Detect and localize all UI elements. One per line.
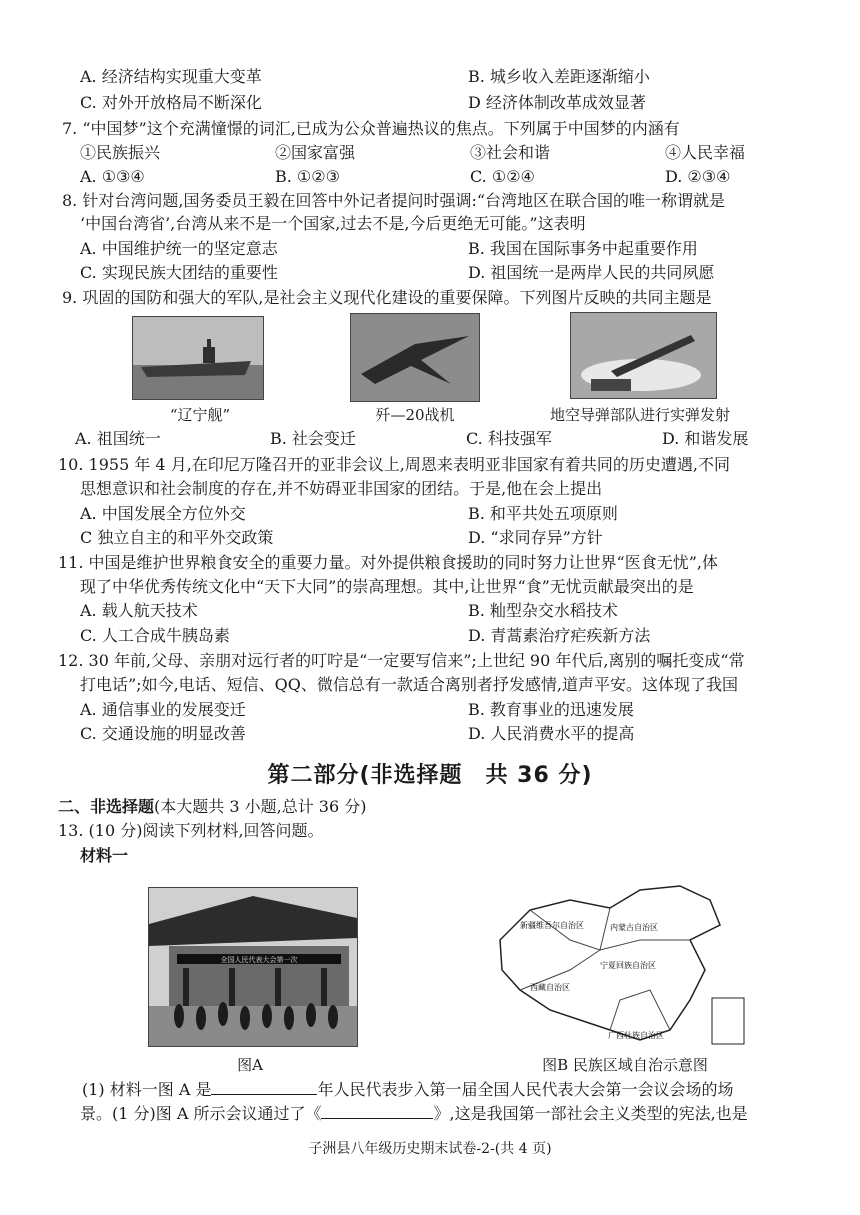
- q6-option-a: A. 经济结构实现重大变革: [80, 67, 262, 86]
- q10-stem-line-2: 思想意识和社会制度的存在,并不妨碍亚非国家的团结。于是,他在会上提出: [80, 479, 603, 498]
- q11-option-c: C. 人工合成牛胰岛素: [80, 626, 230, 645]
- q6-option-b: B. 城乡收入差距逐渐缩小: [468, 67, 650, 86]
- material-one-label: 材料一: [80, 846, 129, 865]
- q9-option-d: D. 和谐发展: [662, 429, 749, 448]
- q8-option-c: C. 实现民族大团结的重要性: [80, 263, 278, 282]
- q8-stem-line-1: 8. 针对台湾问题,国务委员王毅在回答中外记者提问时强调:“台湾地区在联合国的唯一称谓就是: [62, 191, 726, 210]
- q12-option-d: D. 人民消费水平的提高: [468, 724, 635, 743]
- photo-caption-carrier: “辽宁舰”: [169, 406, 231, 424]
- q7-item-1: ①民族振兴: [80, 143, 161, 162]
- q13-sub1-text-a: (1) 材料一图 A 是: [82, 1080, 212, 1099]
- map-label-inner-mongolia: 内蒙古自治区: [610, 923, 658, 932]
- map-label-guangxi: 广西壮族自治区: [608, 1031, 664, 1040]
- q10-stem-line-1: 10. 1955 年 4 月,在印尼万隆召开的亚非会议上,周恩来表明亚非国家有着共同的历史遭遇,不同: [58, 455, 730, 474]
- q11-option-a: A. 载人航天技术: [80, 601, 198, 620]
- q13-sub1-blank-constitution[interactable]: [321, 1102, 433, 1119]
- q11-option-b: B. 籼型杂交水稻技术: [468, 601, 618, 620]
- q12-stem-line-1: 12. 30 年前,父母、亲朋对远行者的叮咛是“一定要写信来”;上世纪 90 年代后,离别的嘱托变成“常: [58, 651, 745, 670]
- q6-option-c: C. 对外开放格局不断深化: [80, 93, 262, 112]
- fighter-jet-photo: [350, 313, 480, 402]
- q7-item-3: ③社会和谐: [470, 143, 551, 162]
- photo-caption-missile: 地空导弹部队进行实弹发射: [549, 406, 730, 424]
- figure-a-caption: 图A: [237, 1056, 263, 1074]
- q8-stem-line-2: ‘中国台湾省’,台湾从来不是一个国家,过去不是,今后更绝无可能。”这表明: [80, 214, 586, 233]
- q9-option-a: A. 祖国统一: [75, 429, 161, 448]
- q7-option-a: A. ①③④: [80, 167, 145, 186]
- q13-sub1-text-c: 景。(1 分)图 A 所示会议通过了《: [80, 1104, 322, 1123]
- banner-text: 全国人民代表大会第一次: [220, 956, 298, 964]
- q7-item-4: ④人民幸福: [665, 143, 746, 162]
- q13-sub1-blank-year[interactable]: [211, 1078, 317, 1095]
- page-footer: 子洲县八年级历史期末试卷-2-(共 4 页): [308, 1141, 552, 1157]
- figure-a-photo: [148, 887, 358, 1047]
- part-two-title: 第二部分(非选择题 共 36 分): [267, 763, 593, 788]
- map-label-tibet: 西藏自治区: [530, 983, 570, 992]
- q7-items: [80, 142, 860, 164]
- q7-option-c: C. ①②④: [470, 167, 535, 186]
- q11-option-d: D. 青蒿素治疗疟疾新方法: [468, 626, 651, 645]
- q10-option-a: A. 中国发展全方位外交: [80, 504, 246, 523]
- q8-option-a: A. 中国维护统一的坚定意志: [80, 239, 278, 258]
- part-two-heading-label: 二、非选择题: [58, 797, 155, 816]
- q7-option-d: D. ②③④: [665, 167, 731, 186]
- q11-stem-line-1: 11. 中国是维护世界粮食安全的重要力量。对外提供粮食援助的同时努力让世界“医食无忧”,体: [58, 553, 718, 572]
- q9-option-c: C. 科技强军: [466, 429, 552, 448]
- figure-b-caption: 图B 民族区域自治示意图: [542, 1056, 708, 1074]
- q8-option-d: D. 祖国统一是两岸人民的共同夙愿: [468, 263, 715, 282]
- q13-stem: 13. (10 分)阅读下列材料,回答问题。: [58, 821, 324, 840]
- map-label-xinjiang: 新疆维吾尔自治区: [520, 921, 584, 930]
- map-label-ningxia: 宁夏回族自治区: [600, 961, 656, 970]
- q9-stem: 9. 巩固的国防和强大的军队,是社会主义现代化建设的重要保障。下列图片反映的共同主题是: [62, 288, 712, 307]
- q6-option-d: D 经济体制改革成效显著: [468, 93, 646, 112]
- q12-option-c: C. 交通设施的明显改善: [80, 724, 246, 743]
- q12-stem-line-2: 打电话”;如今,电话、短信、QQ、微信总有一款适合离别者抒发感情,道声平安。这体现了我国: [80, 675, 738, 694]
- q7-item-2: ②国家富强: [275, 143, 356, 162]
- q12-option-b: B. 教育事业的迅速发展: [468, 700, 634, 719]
- q12-option-a: A. 通信事业的发展变迁: [80, 700, 246, 719]
- photo-caption-fighter: 歼—20战机: [375, 406, 455, 424]
- missile-launch-photo: [570, 312, 717, 399]
- part-two-heading-detail: (本大题共 3 小题,总计 36 分): [154, 797, 367, 816]
- q13-sub1-line-1: [82, 1078, 734, 1101]
- q7-stem: 7. “中国梦”这个充满憧憬的词汇,已成为公众普遍热议的焦点。下列属于中国梦的内涵有: [62, 119, 680, 138]
- q7-option-b: B. ①②③: [275, 167, 340, 186]
- part-two-heading: [58, 796, 366, 818]
- aircraft-carrier-photo: [132, 316, 264, 400]
- q10-option-c: C 独立自主的和平外交政策: [80, 528, 274, 547]
- q13-sub1-text-d: 》,这是我国第一部社会主义类型的宪法,也是: [433, 1104, 748, 1123]
- q8-option-b: B. 我国在国际事务中起重要作用: [468, 239, 698, 258]
- q7-options: [80, 166, 860, 188]
- q13-sub1-line-2: [80, 1102, 748, 1125]
- q11-stem-line-2: 现了中华优秀传统文化中“天下大同”的崇高理想。其中,让世界“食”无忧贡献最突出的是: [80, 577, 694, 596]
- q10-option-d: D. “求同存异”方针: [468, 528, 603, 547]
- figure-b-map: [490, 880, 750, 1050]
- q13-sub1-text-b: 年人民代表步入第一届全国人民代表大会第一会议会场的场: [317, 1080, 734, 1099]
- q10-option-b: B. 和平共处五项原则: [468, 504, 618, 523]
- q9-option-b: B. 社会变迁: [270, 429, 356, 448]
